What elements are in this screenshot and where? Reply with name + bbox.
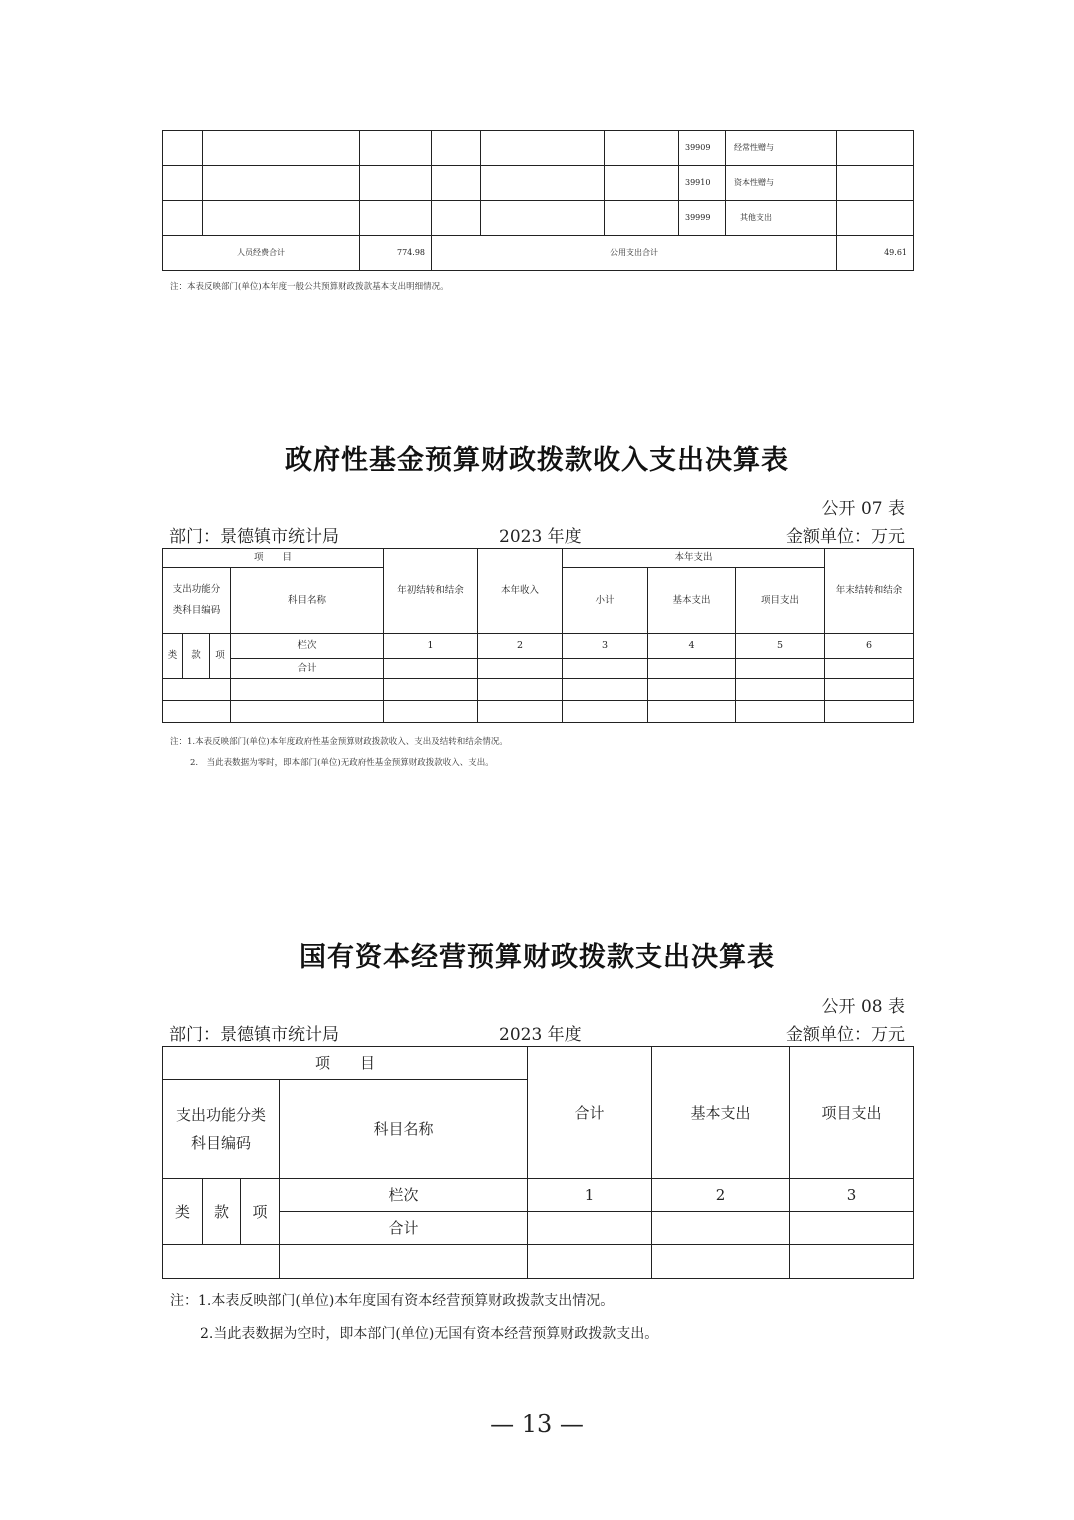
table2-unit: 金额单位：万元 (786, 527, 905, 547)
header-subject-name: 科目名称 (231, 568, 384, 634)
header-end-balance: 年末结转和结余 (825, 549, 914, 634)
table2-dept: 部门：景德镇市统计局 (169, 527, 339, 547)
header-project: 项目支出 (790, 1047, 914, 1179)
col-num: 6 (825, 634, 914, 659)
page-number: — 13 — (490, 1410, 584, 1438)
table-row (163, 1179, 914, 1212)
col-num: 4 (648, 634, 736, 659)
header-kuan: 款 (183, 634, 210, 679)
row-lanci: 栏次 (280, 1179, 528, 1212)
table-row (163, 201, 914, 236)
header-code-line1: 支出功能分类 (175, 1105, 266, 1124)
header-item: 项 目 (163, 1047, 528, 1080)
table3-dept: 部门：景德镇市统计局 (169, 1025, 339, 1045)
subject-name: 资本性赠与 (726, 166, 837, 201)
table-row (163, 634, 914, 659)
header-code-line2: 类科目编码 (172, 604, 221, 616)
col-num: 5 (736, 634, 825, 659)
table-row (163, 701, 914, 723)
table1-note: 注：本表反映部门(单位)本年度一般公共预算财政拨款基本支出明细情况。 (170, 282, 449, 292)
subject-name: 经常性赠与 (726, 131, 837, 166)
header-expense: 本年支出 (563, 549, 825, 568)
personnel-total-value: 774.98 (360, 236, 432, 271)
header-basic: 基本支出 (652, 1047, 790, 1179)
header-kuan: 款 (203, 1179, 241, 1245)
table2-year: 2023 年度 (499, 527, 582, 547)
header-subtotal: 小计 (563, 568, 648, 634)
totals-row (163, 236, 914, 271)
col-num: 1 (384, 634, 478, 659)
header-code (163, 568, 231, 634)
table-row (163, 1245, 914, 1279)
table3-note1: 注：1.本表反映部门(单位)本年度国有资本经营预算财政拨款支出情况。 (170, 1293, 615, 1309)
header-subject-name: 科目名称 (280, 1080, 528, 1179)
col-num: 3 (790, 1179, 914, 1212)
header-xiang: 项 (241, 1179, 280, 1245)
col-num: 2 (478, 634, 563, 659)
basic-expense-detail-table (162, 130, 914, 271)
public-total-label: 公用支出合计 (432, 236, 837, 271)
header-code-line1: 支出功能分 (172, 583, 221, 595)
header-basic: 基本支出 (648, 568, 736, 634)
header-income: 本年收入 (478, 549, 563, 634)
subject-code: 39999 (679, 201, 726, 236)
table3-unit: 金额单位：万元 (786, 1025, 905, 1045)
subject-code: 39909 (679, 131, 726, 166)
header-lei: 类 (163, 634, 183, 679)
table-row (163, 131, 914, 166)
table2-note2: 2. 当此表数据为零时，即本部门(单位)无政府性基金预算财政拨款收入、支出。 (190, 758, 494, 768)
col-num: 3 (563, 634, 648, 659)
personnel-total-label: 人员经费合计 (163, 236, 360, 271)
header-lei: 类 (163, 1179, 203, 1245)
table3-note2: 2.当此表数据为空时，即本部门(单位)无国有资本经营预算财政拨款支出。 (200, 1326, 659, 1342)
header-item: 项 目 (163, 549, 384, 568)
row-total: 合计 (231, 659, 384, 679)
col-num: 2 (652, 1179, 790, 1212)
header-xiang: 项 (210, 634, 231, 679)
row-total: 合计 (280, 1212, 528, 1245)
row-lanci: 栏次 (231, 634, 384, 659)
table2-title: 政府性基金预算财政拨款收入支出决算表 (285, 445, 789, 476)
public-total-value: 49.61 (837, 236, 914, 271)
table2-form-no: 公开 07 表 (821, 499, 905, 519)
table-row (163, 659, 914, 679)
subject-code: 39910 (679, 166, 726, 201)
header-begin-balance: 年初结转和结余 (384, 549, 478, 634)
header-code-line2: 科目编码 (190, 1134, 251, 1152)
header-project: 项目支出 (736, 568, 825, 634)
subject-name: 其他支出 (726, 201, 837, 236)
gov-fund-budget-table (162, 548, 914, 723)
header-code (163, 1080, 280, 1179)
header-total: 合计 (528, 1047, 652, 1179)
table-row (163, 166, 914, 201)
table2-note1: 注：1.本表反映部门(单位)本年度政府性基金预算财政拨款收入、支出及结转和结余情况。 (170, 737, 508, 747)
table-row (163, 679, 914, 701)
table3-form-no: 公开 08 表 (821, 997, 905, 1017)
state-capital-budget-table (162, 1046, 914, 1279)
col-num: 1 (528, 1179, 652, 1212)
table3-title: 国有资本经营预算财政拨款支出决算表 (299, 942, 775, 973)
table3-year: 2023 年度 (499, 1025, 582, 1045)
